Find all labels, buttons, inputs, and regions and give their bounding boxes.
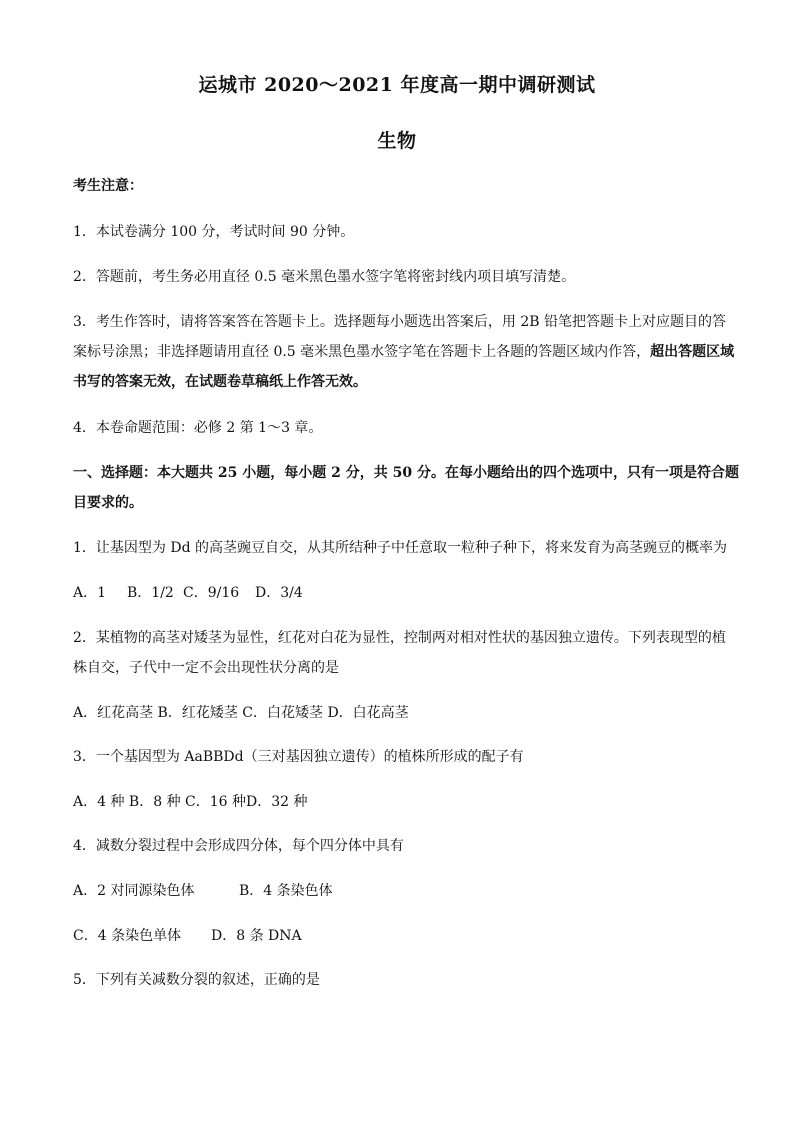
question-1-options bbox=[73, 583, 723, 603]
section-1-heading-line-2: 目要求的。 bbox=[73, 495, 143, 511]
question-2-options: A．红花高茎 B．红花矮茎 C．白花矮茎 D．白花高茎 bbox=[73, 705, 409, 721]
question-3-options: A．4 种 B．8 种 C．16 种D．32 种 bbox=[73, 794, 308, 810]
question-1-stem: 1．让基因型为 Dd 的高茎豌豆自交，从其所结种子中任意取一粒种子种下，将来发育为高茎豌豆的概率为 bbox=[73, 540, 727, 556]
question-1-option-c: C．9/16 bbox=[183, 585, 240, 601]
notice-item-3-line-3: 书写的答案无效，在试题卷草稿纸上作答无效。 bbox=[73, 374, 367, 390]
question-4-options-row-1 bbox=[73, 881, 723, 901]
question-1-option-b: B．1/2 bbox=[127, 585, 174, 601]
question-4-options-row-2 bbox=[73, 926, 723, 946]
question-4-option-a: A．2 对同源染色体 bbox=[73, 883, 195, 899]
question-3-stem: 3．一个基因型为 AaBBDd（三对基因独立遗传）的植株所形成的配子有 bbox=[73, 749, 524, 765]
subject-title: 生物 bbox=[377, 130, 417, 152]
notice-item-1: 1．本试卷满分 100 分，考试时间 90 分钟。 bbox=[73, 224, 355, 240]
question-5-stem: 5．下列有关减数分裂的叙述，正确的是 bbox=[73, 972, 320, 988]
section-1-heading-line-1: 一、选择题：本大题共 25 小题，每小题 2 分，共 50 分。在每小题给出的四个选项中，只有一项是符合题 bbox=[73, 465, 739, 481]
exam-title: 运城市 2020～2021 年度高一期中调研测试 bbox=[198, 74, 596, 96]
question-1-option-d: D．3/4 bbox=[255, 585, 303, 601]
notice-item-3-normal-text: 案标号涂黑；非选择题请用直径 0.5 毫米黑色墨水签字笔在答题卡上各题的答题区域内作答， bbox=[73, 344, 651, 360]
notice-heading: 考生注意： bbox=[73, 178, 143, 194]
question-2-stem-line-1: 2．某植物的高茎对矮茎为显性，红花对白花为显性，控制两对相对性状的基因独立遗传。下列表现型的植 bbox=[73, 630, 726, 646]
notice-item-3-line-1: 3．考生作答时，请将答案答在答题卡上。选择题每小题选出答案后，用 2B 铅笔把答题卡上对应题目的答 bbox=[73, 314, 727, 330]
question-1-option-a: A．1 bbox=[73, 585, 107, 601]
notice-item-2: 2．答题前，考生务必用直径 0.5 毫米黑色墨水签字笔将密封线内项目填写清楚。 bbox=[73, 269, 576, 285]
question-4-option-c: C．4 条染色单体 bbox=[73, 928, 182, 944]
notice-item-3-line-2 bbox=[73, 342, 735, 362]
question-4-option-d: D．8 条 DNA bbox=[211, 928, 302, 944]
notice-item-4: 4．本卷命题范围：必修 2 第 1～3 章。 bbox=[73, 420, 323, 436]
question-4-option-b: B．4 条染色体 bbox=[239, 883, 333, 899]
notice-item-3-bold-text: 超出答题区域 bbox=[650, 344, 735, 360]
question-4-stem: 4．减数分裂过程中会形成四分体，每个四分体中具有 bbox=[73, 838, 404, 854]
question-2-stem-line-2: 株自交，子代中一定不会出现性状分离的是 bbox=[73, 660, 339, 676]
